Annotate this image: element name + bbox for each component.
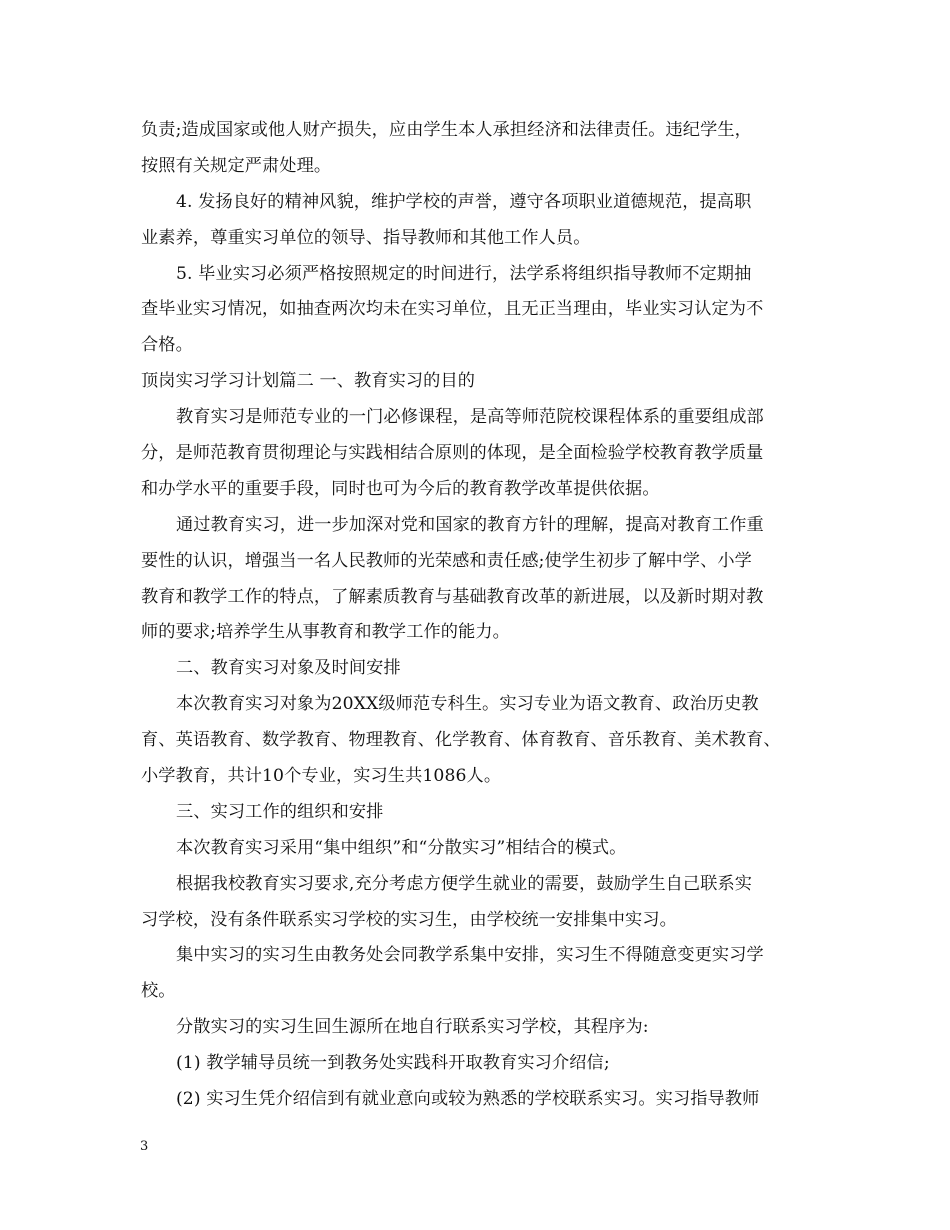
list-item: (2) 实习生凭介绍信到有就业意向或较为熟悉的学校联系实习。实习指导教师 [176, 1089, 760, 1110]
paragraph-start: 本次教育实习采用“集中组织”和“分散实习”相结合的模式。 [176, 837, 627, 858]
section-heading: 三、实习工作的组织和安排 [176, 801, 384, 822]
page-number: 3 [140, 1139, 149, 1154]
text-line: 负责;造成国家或他人财产损失，应由学生本人承担经济和法律责任。违纪学生， [141, 120, 752, 140]
text-line: 和办学水平的重要手段，同时也可为今后的教育教学改革提供依据。 [141, 478, 660, 499]
list-item: 4. 发扬良好的精神风貌，维护学校的声誉，遵守各项职业道德规范，提高职 [176, 191, 752, 212]
paragraph-start: 集中实习的实习生由教务处会同教学系集中安排，实习生不得随意变更实习学 [176, 945, 764, 966]
text-line: 习学校，没有条件联系实习学校的实习生，由学校统一安排集中实习。 [141, 909, 677, 930]
text-line: 教育和教学工作的特点，了解素质教育与基础教育改革的新进展，以及新时期对教 [141, 586, 764, 607]
body-text [141, 113, 831, 1118]
paragraph-start: 分散实习的实习生回生源所在地自行联系实习学校，其程序为: [176, 1017, 649, 1038]
text-line: 小学教育，共计10个专业，实习生共1086人。 [141, 766, 502, 787]
paragraph-start: 本次教育实习对象为20XX级师范专科生。实习专业为语文教育、政治历史教 [176, 694, 759, 715]
section-heading: 二、教育实习对象及时间安排 [176, 658, 401, 679]
text-line: 师的要求;培养学生从事教育和教学工作的能力。 [141, 622, 510, 643]
paragraph-start: 根据我校教育实习要求,充分考虑方便学生就业的需要，鼓励学生自己联系实 [176, 873, 753, 894]
text-line: 合格。 [141, 335, 193, 356]
list-item: 5. 毕业实习必须严格按照规定的时间进行，法学系将组织指导教师不定期抽 [176, 263, 752, 284]
list-item: (1) 教学辅导员统一到教务处实践科开取教育实习介绍信; [176, 1053, 610, 1074]
text-line: 要性的认识，增强当一名人民教师的光荣感和责任感;使学生初步了解中学、小学 [141, 550, 752, 571]
text-line: 查毕业实习情况，如抽查两次均未在实习单位，且无正当理由，毕业实习认定为不 [141, 299, 764, 320]
paragraph-start: 教育实习是师范专业的一门必修课程，是高等师范院校课程体系的重要组成部 [176, 407, 764, 428]
section-heading: 顶岗实习学习计划篇二 一、教育实习的目的 [141, 371, 476, 392]
text-line: 分，是师范教育贯彻理论与实践相结合原则的体现，是全面检验学校教育教学质量 [141, 443, 764, 464]
text-line: 业素养，尊重实习单位的领导、指导教师和其他工作人员。 [141, 227, 591, 248]
paragraph-start: 通过教育实习，进一步加深对党和国家的教育方针的理解，提高对教育工作重 [176, 514, 764, 535]
text-line: 育、英语教育、数学教育、物理教育、化学教育、体育教育、音乐教育、美术教育、 [141, 730, 781, 751]
text-line: 校。 [141, 981, 176, 1002]
text-line: 按照有关规定严肃处理。 [141, 155, 332, 176]
